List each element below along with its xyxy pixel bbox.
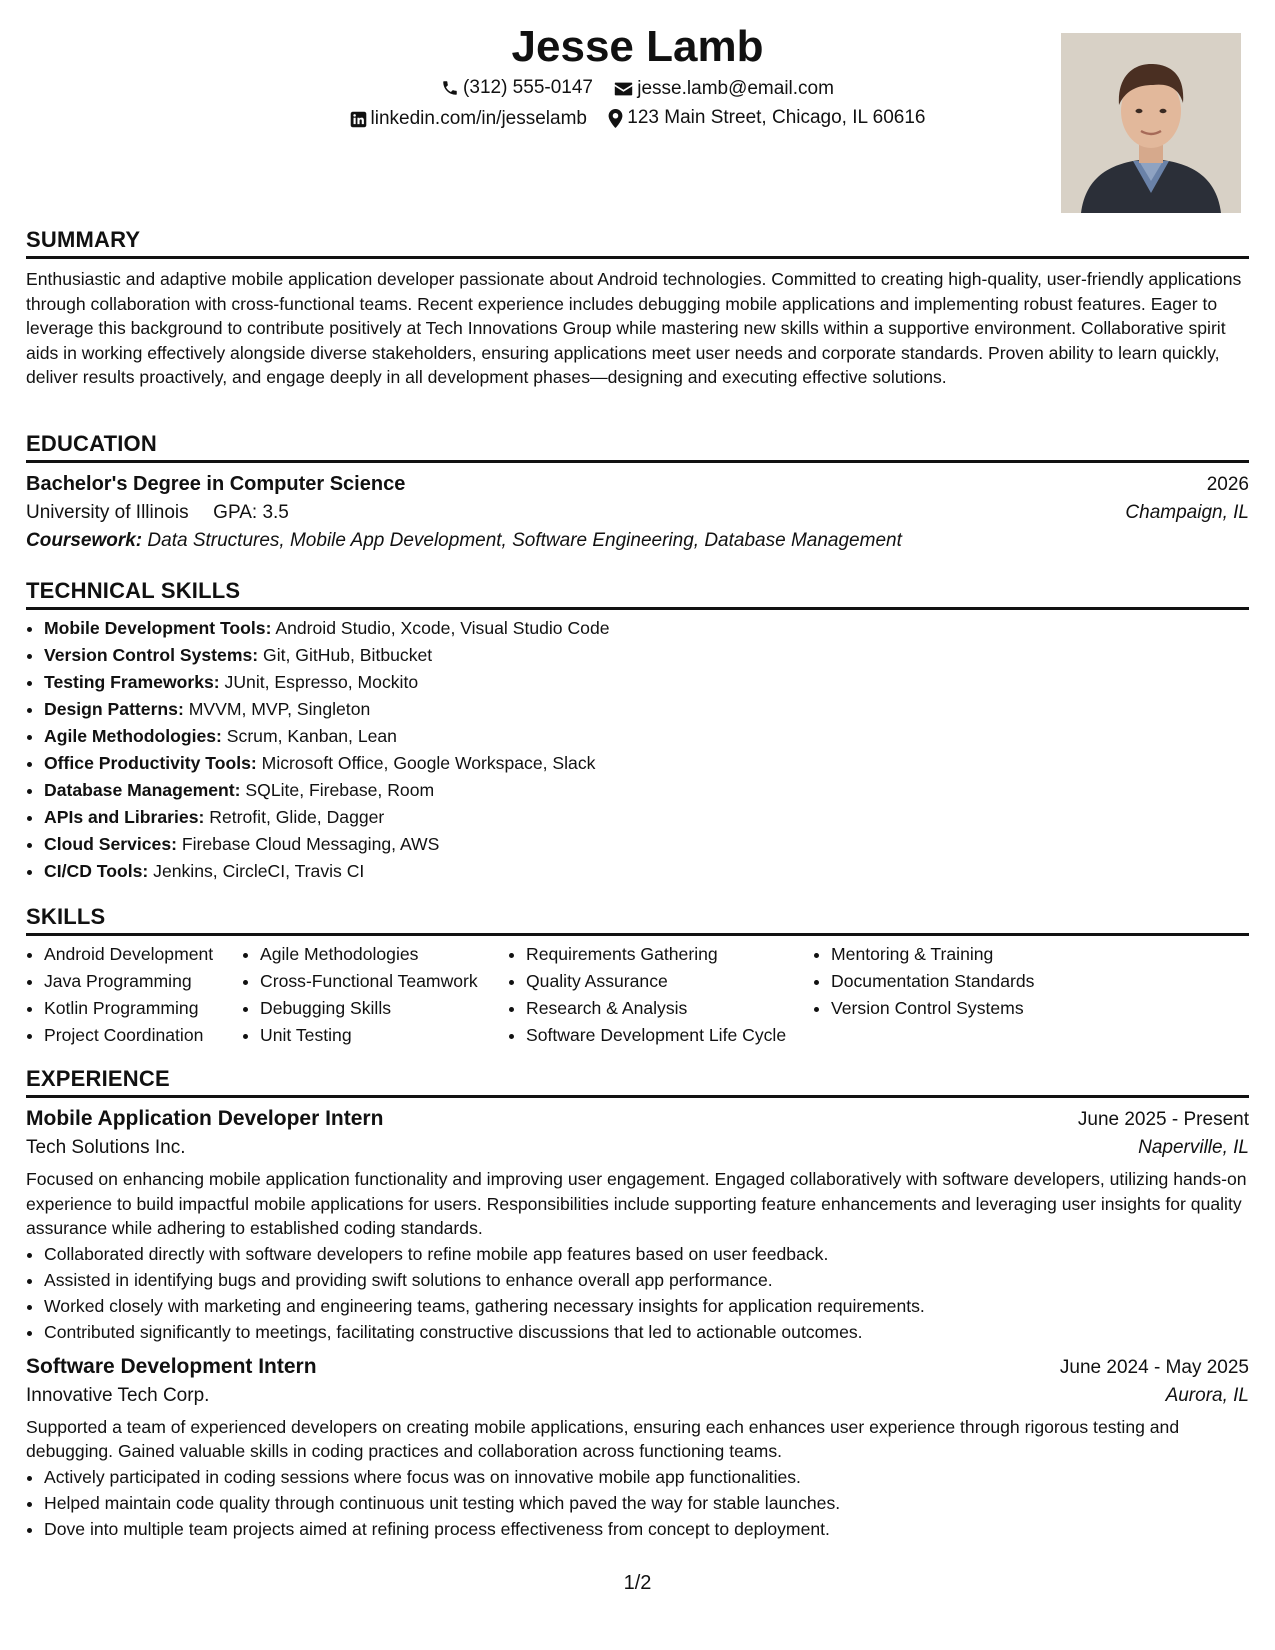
education-row-2 bbox=[26, 502, 1249, 524]
skill-item: • Debugging Skills bbox=[260, 995, 508, 1022]
technical-skill-item bbox=[44, 777, 1249, 804]
technical-skill-value: Retrofit, Glide, Dagger bbox=[209, 807, 385, 827]
skill-item: • Requirements Gathering bbox=[526, 941, 813, 968]
resume-page bbox=[26, 0, 1249, 1650]
address-text: 123 Main Street, Chicago, IL 60616 bbox=[627, 107, 926, 128]
coursework-text: Data Structures, Mobile App Development, Software Engineering, Database Management bbox=[147, 530, 902, 551]
skill-item: • Research & Analysis bbox=[526, 995, 813, 1022]
technical-skill-label: Version Control Systems: bbox=[44, 645, 259, 665]
phone-icon bbox=[441, 79, 459, 97]
coursework-label: Coursework: bbox=[26, 530, 143, 551]
technical-skill-item bbox=[44, 669, 1249, 696]
technical-skill-value: SQLite, Firebase, Room bbox=[245, 780, 435, 800]
skill-item: • Android Development bbox=[44, 941, 242, 968]
job-header-row bbox=[26, 1355, 1249, 1379]
job-company-row bbox=[26, 1137, 1249, 1159]
phone-contact bbox=[441, 77, 593, 99]
technical-skill-label: Cloud Services: bbox=[44, 834, 177, 854]
education-row-1 bbox=[26, 473, 1249, 496]
skills-column bbox=[813, 941, 1113, 1049]
technical-skill-value: Git, GitHub, Bitbucket bbox=[263, 645, 433, 665]
school-gpa bbox=[26, 502, 289, 524]
technical-skill-item bbox=[44, 696, 1249, 723]
technical-skill-item bbox=[44, 642, 1249, 669]
map-pin-icon bbox=[608, 109, 623, 128]
linkedin-text[interactable]: linkedin.com/in/jesselamb bbox=[370, 108, 587, 129]
candidate-name: Jesse Lamb bbox=[511, 22, 764, 71]
job-bullet: • Worked closely with marketing and engineering teams, gathering necessary insights for application requirements. bbox=[44, 1293, 1249, 1319]
job-bullet: • Collaborated directly with software developers to refine mobile app features based on user feedback. bbox=[44, 1241, 1249, 1267]
envelope-icon bbox=[614, 81, 633, 97]
technical-skill-item bbox=[44, 750, 1249, 777]
section-title-skills: SKILLS bbox=[26, 903, 1249, 936]
technical-skill-value: MVVM, MVP, Singleton bbox=[188, 699, 371, 719]
technical-skill-label: Design Patterns: bbox=[44, 699, 184, 719]
skill-item: • Software Development Life Cycle bbox=[526, 1022, 813, 1049]
school-location: Champaign, IL bbox=[1125, 502, 1249, 523]
technical-skill-item bbox=[44, 804, 1249, 831]
technical-skill-label: Office Productivity Tools: bbox=[44, 753, 257, 773]
skill-item: • Quality Assurance bbox=[526, 968, 813, 995]
job-header-row bbox=[26, 1107, 1249, 1131]
technical-skills-section bbox=[26, 577, 1249, 885]
skill-item: • Mentoring & Training bbox=[831, 941, 1113, 968]
profile-photo bbox=[1061, 33, 1241, 213]
technical-skill-value: Jenkins, CircleCI, Travis CI bbox=[153, 861, 365, 881]
resume-header bbox=[26, 0, 1249, 218]
job-bullets bbox=[26, 1241, 1249, 1345]
phone-text: (312) 555-0147 bbox=[463, 77, 593, 98]
job-bullet: • Assisted in identifying bugs and providing swift solutions to enhance overall app performance. bbox=[44, 1267, 1249, 1293]
technical-skill-value: Scrum, Kanban, Lean bbox=[226, 726, 397, 746]
skills-column bbox=[242, 941, 508, 1049]
technical-skill-label: CI/CD Tools: bbox=[44, 861, 149, 881]
coursework-line bbox=[26, 530, 1249, 552]
job-bullets bbox=[26, 1464, 1249, 1542]
job-title: Software Development Intern bbox=[26, 1354, 317, 1378]
job-company: Tech Solutions Inc. bbox=[26, 1137, 186, 1158]
page-number: 1/2 bbox=[623, 1572, 652, 1594]
person-portrait-icon bbox=[1061, 33, 1241, 213]
skill-item: • Version Control Systems bbox=[831, 995, 1113, 1022]
technical-skills-list bbox=[26, 615, 1249, 885]
summary-text: Enthusiastic and adaptive mobile application developer passionate about Android technologies. Committed to creating high-quality, user-friendly applications through collaboration with cross-functional teams. Recent experience includes debugging mobile applications and implementing robust features. Eager to leverage this background to contribute positively at Tech Innovations Group while mastering new skills within a supportive environment. Collaborative spirit aids in working effectively alongside diverse stakeholders, ensuring applications meet user needs and corporate standards. Proven ability to learn quickly, deliver results proactively, and engage deeply in all development phases—designing and executing effective solutions. bbox=[26, 269, 1242, 387]
skills-column bbox=[26, 941, 242, 1049]
technical-skill-label: APIs and Libraries: bbox=[44, 807, 205, 827]
technical-skill-value: JUnit, Espresso, Mockito bbox=[224, 672, 419, 692]
technical-skill-item bbox=[44, 831, 1249, 858]
section-title-summary: SUMMARY bbox=[26, 226, 1249, 259]
summary-section bbox=[26, 226, 1249, 390]
skill-item: • Unit Testing bbox=[260, 1022, 508, 1049]
job-title: Mobile Application Developer Intern bbox=[26, 1107, 384, 1130]
technical-skill-item bbox=[44, 723, 1249, 750]
job-company-row bbox=[26, 1385, 1249, 1407]
job-bullet: • Contributed significantly to meetings, facilitating constructive discussions that led to actionable outcomes. bbox=[44, 1319, 1249, 1345]
technical-skill-item bbox=[44, 615, 1249, 642]
job-entry bbox=[26, 1107, 1249, 1345]
job-description: Supported a team of experienced developers on creating mobile applications, ensuring each enhances user experience through rigorous testing and debugging. Gained valuable skills in coding practices and collaboration across functioning teams. bbox=[26, 1416, 1180, 1461]
technical-skill-label: Agile Methodologies: bbox=[44, 726, 222, 746]
education-section bbox=[26, 430, 1249, 552]
graduation-year: 2026 bbox=[1206, 474, 1249, 495]
skills-section bbox=[26, 903, 1249, 1049]
email-text[interactable]: jesse.lamb@email.com bbox=[637, 78, 834, 99]
linkedin-icon bbox=[350, 111, 367, 128]
job-dates: June 2024 - May 2025 bbox=[1059, 1356, 1249, 1378]
job-location: Aurora, IL bbox=[1165, 1384, 1249, 1406]
skill-item: • Kotlin Programming bbox=[44, 995, 242, 1022]
skill-item: • Documentation Standards bbox=[831, 968, 1113, 995]
email-contact[interactable] bbox=[614, 78, 834, 100]
section-title-education: EDUCATION bbox=[26, 430, 1249, 463]
technical-skill-item bbox=[44, 858, 1249, 885]
linkedin-contact[interactable] bbox=[350, 108, 588, 130]
job-company: Innovative Tech Corp. bbox=[26, 1384, 210, 1406]
job-location: Naperville, IL bbox=[1138, 1137, 1249, 1158]
section-title-technical-skills: TECHNICAL SKILLS bbox=[26, 577, 1249, 610]
gpa-text: GPA: 3.5 bbox=[213, 502, 289, 523]
skills-column bbox=[508, 941, 813, 1049]
school-name: University of Illinois bbox=[26, 502, 189, 523]
skill-item: • Cross-Functional Teamwork bbox=[260, 968, 508, 995]
job-bullet: • Helped maintain code quality through continuous unit testing which paved the way for stable launches. bbox=[44, 1490, 1249, 1516]
address-contact bbox=[608, 107, 925, 129]
technical-skill-label: Mobile Development Tools: bbox=[44, 618, 272, 638]
technical-skill-label: Database Management: bbox=[44, 780, 241, 800]
technical-skill-value: Microsoft Office, Google Workspace, Slack bbox=[261, 753, 596, 773]
skill-item: • Java Programming bbox=[44, 968, 242, 995]
experience-section bbox=[26, 1065, 1249, 1542]
technical-skill-value: Firebase Cloud Messaging, AWS bbox=[181, 834, 440, 854]
degree-name: Bachelor's Degree in Computer Science bbox=[26, 473, 406, 495]
job-bullet: • Actively participated in coding sessions where focus was on innovative mobile app functionalities. bbox=[44, 1464, 1249, 1490]
technical-skill-value: Android Studio, Xcode, Visual Studio Code bbox=[275, 618, 610, 638]
skill-item: • Project Coordination bbox=[44, 1022, 242, 1049]
section-title-experience: EXPERIENCE bbox=[26, 1065, 1249, 1098]
job-entry bbox=[26, 1355, 1249, 1542]
skill-item: • Agile Methodologies bbox=[260, 941, 508, 968]
skills-columns bbox=[26, 941, 1249, 1049]
job-dates: June 2025 - Present bbox=[1077, 1109, 1249, 1130]
technical-skill-label: Testing Frameworks: bbox=[44, 672, 220, 692]
job-description: Focused on enhancing mobile application functionality and improving user engagement. Engaged collaboratively with software developers, utilizing hands-on experience to build impactful mobile applications for users. Responsibilities include supporting feature enhancements and leveraging user insights for quality assurance while adhering to established coding standards. bbox=[26, 1169, 1247, 1238]
job-bullet: • Dove into multiple team projects aimed at refining process effectiveness from concept to deployment. bbox=[44, 1516, 1249, 1542]
